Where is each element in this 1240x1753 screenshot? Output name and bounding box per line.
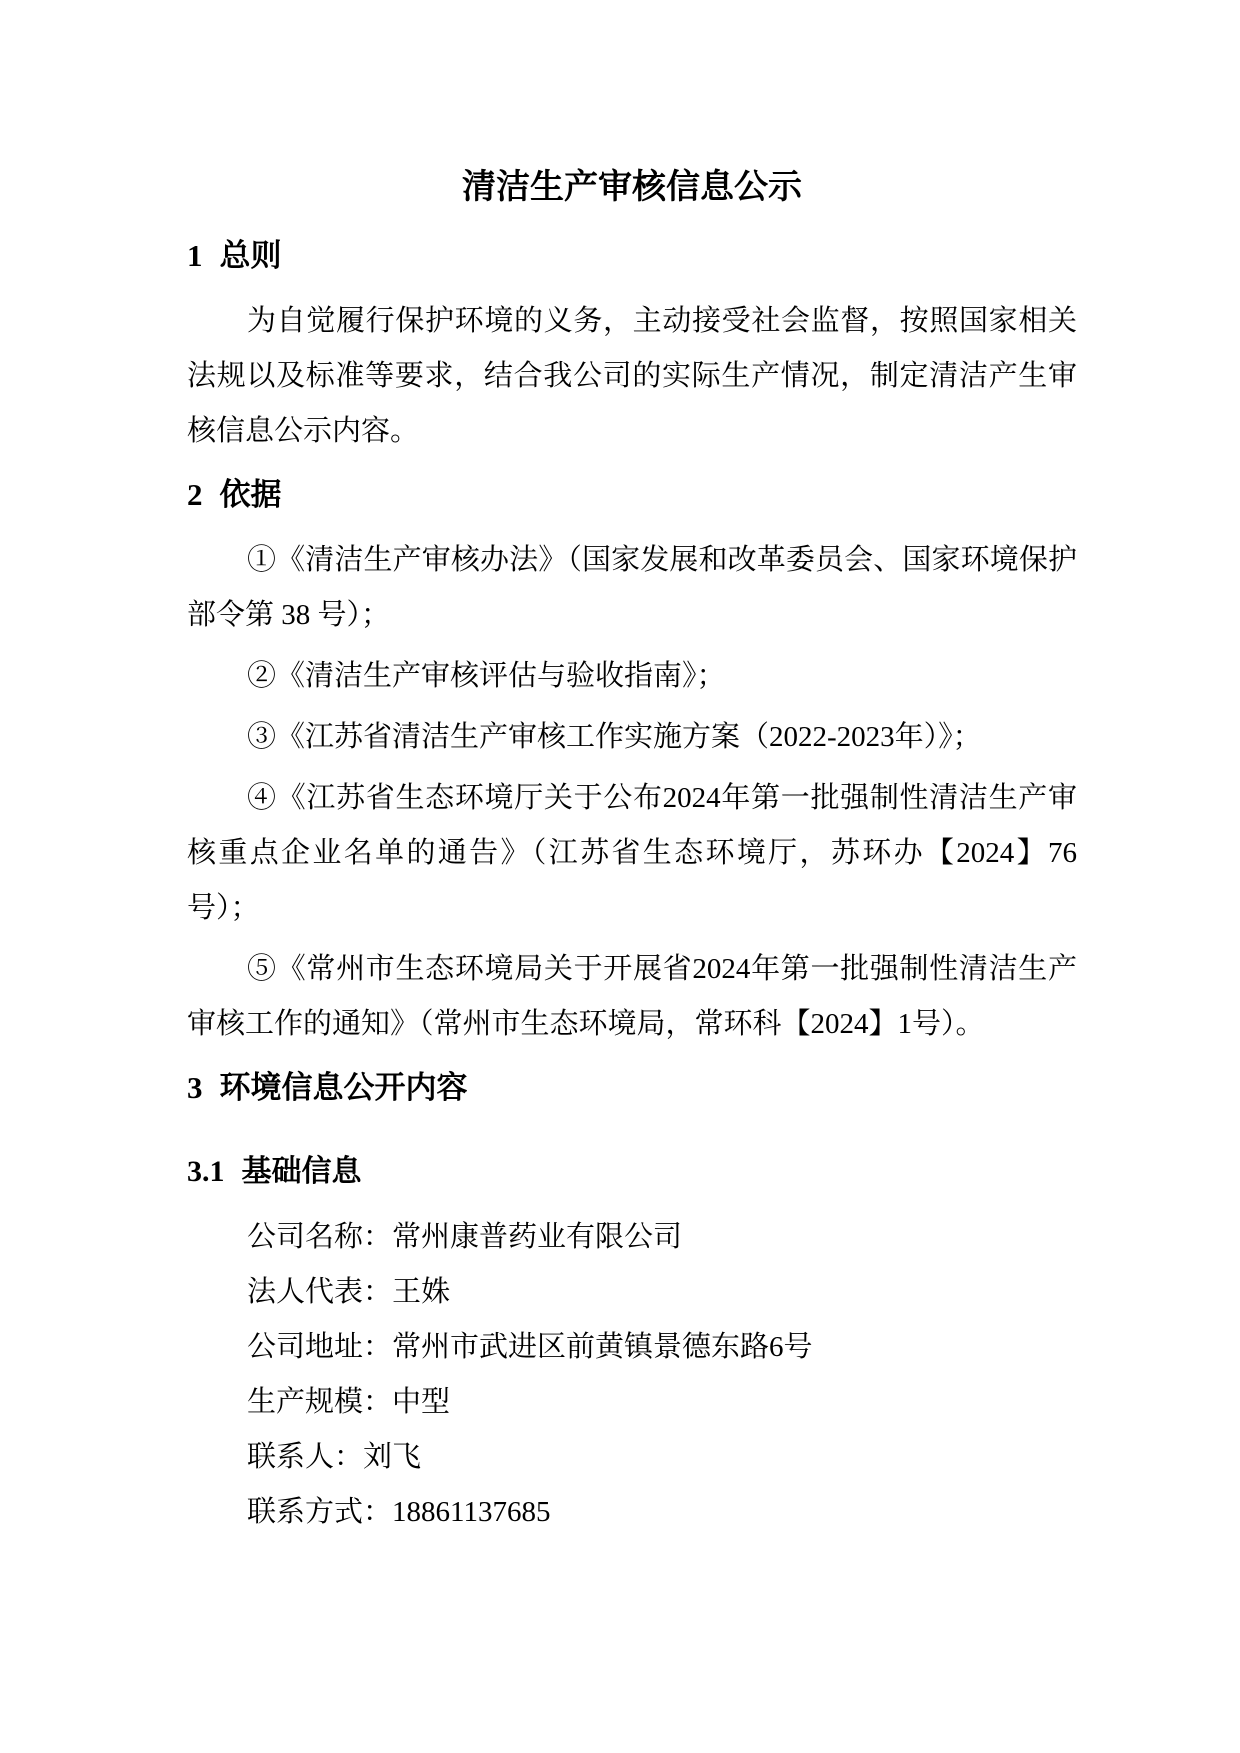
info-field-legal-representative xyxy=(187,1265,1077,1320)
section-heading-basis xyxy=(187,473,1077,517)
info-field-company-name xyxy=(187,1210,1077,1265)
section-number: 2 xyxy=(187,477,203,512)
info-field-value: 刘飞 xyxy=(363,1441,422,1473)
basis-item-4: ④《江苏省生态环境厅关于公布2024年第一批强制性清洁生产审核重点企业名单的通告》（江苏省生态环境厅，苏环办【2024】76号）； xyxy=(187,782,1077,924)
info-field-value: 王姝 xyxy=(392,1276,451,1308)
info-field-production-scale xyxy=(187,1375,1077,1430)
info-field-label: 公司地址： xyxy=(247,1331,393,1363)
info-field-label: 法人代表： xyxy=(247,1276,393,1308)
basis-item-3: ③《江苏省清洁生产审核工作实施方案（2022-2023年）》； xyxy=(247,721,982,753)
section-heading-text: 环境信息公开内容 xyxy=(219,1070,468,1105)
info-field-label: 联系人： xyxy=(247,1441,364,1473)
info-field-contact-person xyxy=(187,1430,1077,1485)
section-number: 3 xyxy=(187,1070,203,1105)
section-heading-text: 总则 xyxy=(219,238,282,273)
info-field-contact-number xyxy=(187,1485,1077,1540)
section-heading-general xyxy=(187,234,1077,278)
basis-item-5: ⑤《常州市生态环境局关于开展省2024年第一批强制性清洁生产审核工作的通知》（常州市生态环境局，常环科【2024】1号）。 xyxy=(187,953,1077,1040)
section-heading-disclosure xyxy=(187,1066,1077,1110)
basis-item-1: ①《清洁生产审核办法》（国家发展和改革委员会、国家环境保护部令第 38 号）； xyxy=(187,544,1077,631)
subsection-heading-basic-info xyxy=(187,1150,1077,1194)
info-field-label: 生产规模： xyxy=(247,1386,393,1418)
section-heading-text: 依据 xyxy=(219,477,282,512)
document-title: 清洁生产审核信息公示 xyxy=(462,169,802,206)
info-field-value: 18861137685 xyxy=(392,1496,551,1528)
subsection-heading-text: 基础信息 xyxy=(241,1155,362,1188)
info-field-value: 常州康普药业有限公司 xyxy=(392,1221,683,1253)
general-paragraph: 为自觉履行保护环境的义务，主动接受社会监督，按照国家相关法规以及标准等要求，结合我公司的实际生产情况，制定清洁产生审核信息公示内容。 xyxy=(187,305,1077,447)
info-field-value: 中型 xyxy=(392,1386,451,1418)
basis-item-2: ②《清洁生产审核评估与验收指南》； xyxy=(247,660,726,692)
subsection-number: 3.1 xyxy=(187,1155,225,1188)
info-field-label: 公司名称： xyxy=(247,1221,393,1253)
section-number: 1 xyxy=(187,238,203,273)
info-field-label: 联系方式： xyxy=(247,1496,393,1528)
info-field-value: 常州市武进区前黄镇景德东路6号 xyxy=(392,1331,813,1363)
info-field-company-address xyxy=(187,1320,1077,1375)
